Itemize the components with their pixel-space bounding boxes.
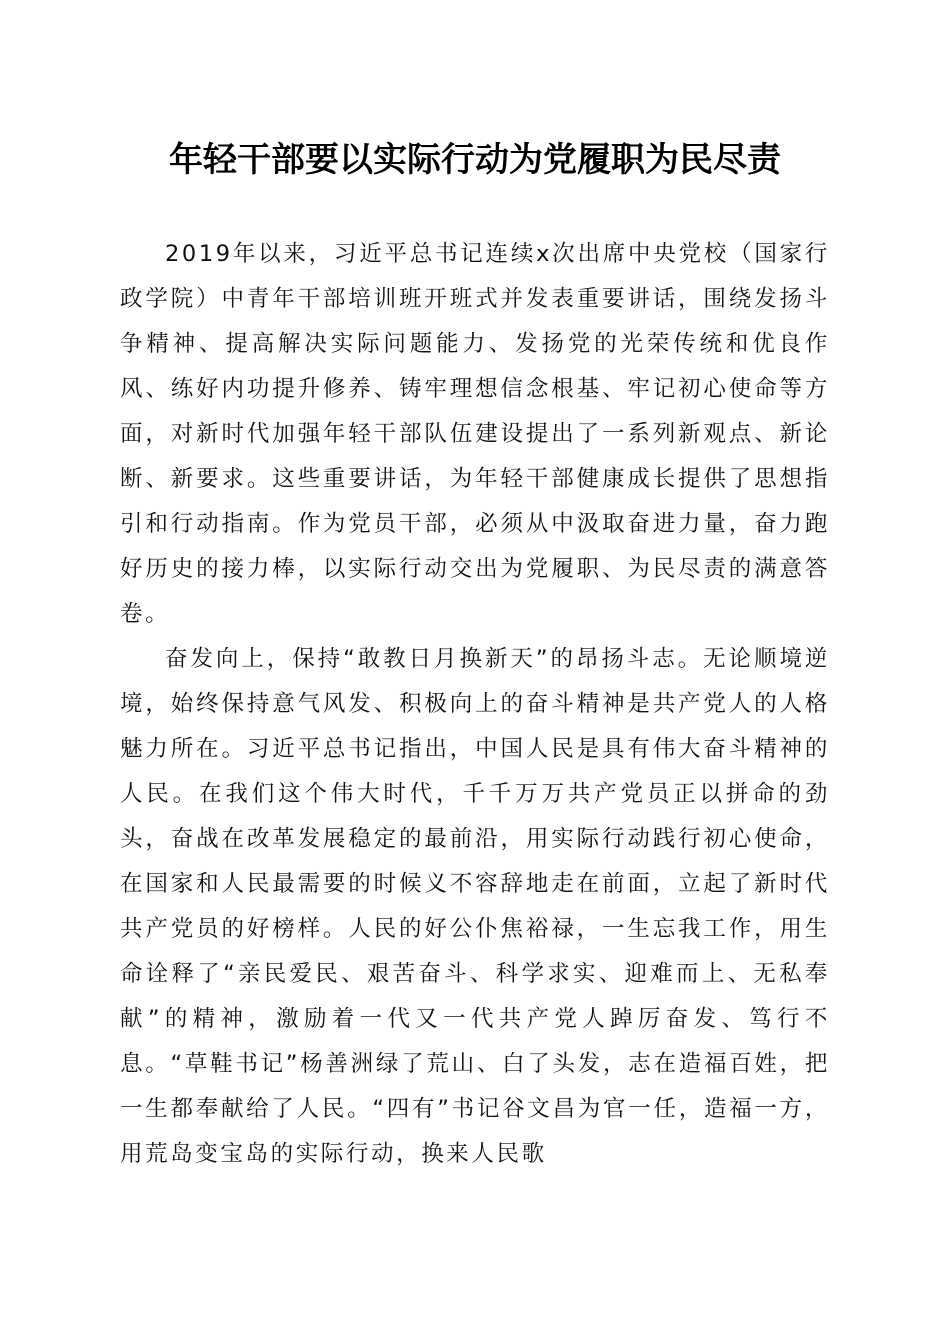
document-body xyxy=(120,232,830,1177)
paragraph-1: 2019年以来，习近平总书记连续x次出席中央党校（国家行政学院）中青年干部培训班开班式并发表重要讲话，围绕发扬斗争精神、提高解决实际问题能力、发扬党的光荣传统和优良作风、练好内功提升修养、铸牢理想信念根基、牢记初心使命等方面，对新时代加强年轻干部队伍建设提出了一系列新观点、新论断、新要求。这些重要讲话，为年轻干部健康成长提供了思想指引和行动指南。作为党员干部，必须从中汲取奋进力量，奋力跑好历史的接力棒，以实际行动交出为党履职、为民尽责的满意答卷。 xyxy=(120,241,830,627)
paragraph-2: 奋发向上，保持“敢教日月换新天”的昂扬斗志。无论顺境逆境，始终保持意气风发、积极向上的奋斗精神是共产党人的人格魅力所在。习近平总书记指出，中国人民是具有伟大奋斗精神的人民。在我们这个伟大时代，千千万万共产党员正以拼命的劲头，奋战在改革发展稳定的最前沿，用实际行动践行初心使命，在国家和人民最需要的时候义不容辞地走在前面，立起了新时代共产党员的好榜样。人民的好公仆焦裕禄，一生忘我工作，用生命诠释了“亲民爱民、艰苦奋斗、科学求实、迎难而上、无私奉献”的精神，激励着一代又一代共产党人踔厉奋发、笃行不息。“草鞋书记”杨善洲绿了荒山、白了头发，志在造福百姓，把一生都奉献给了人民。“四有”书记谷文昌为官一任，造福一方，用荒岛变宝岛的实际行动，换来人民歌 xyxy=(120,646,830,1167)
document-title: 年轻干部要以实际行动为党履职为民尽责 xyxy=(169,140,781,180)
